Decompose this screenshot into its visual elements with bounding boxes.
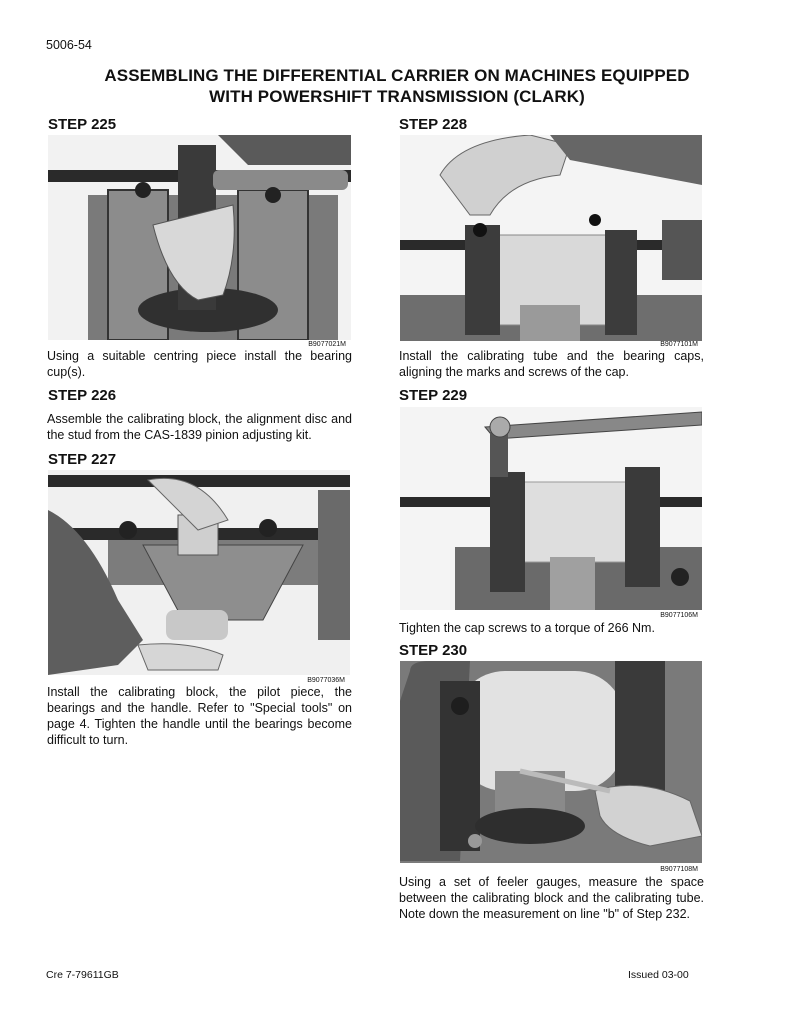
- step-226-heading: STEP 226: [48, 387, 117, 404]
- footer-document-code: Cre 7-79611GB: [46, 969, 119, 981]
- step-230-photo: [400, 661, 702, 863]
- step-229-heading: STEP 229: [399, 387, 468, 404]
- step-228-text: Install the calibrating tube and the bearing caps, aligning the marks and screws of the cap.: [399, 349, 704, 379]
- step-228-photo: [400, 135, 702, 341]
- step-230-heading: STEP 230: [399, 642, 468, 659]
- step-225-figure-code: B9077021M: [308, 341, 346, 348]
- step-225-photo: [48, 135, 351, 340]
- step-230-text: Using a set of feeler gauges, measure the space between the calibrating block and the calibrating tube. Note down the measurement on line "b" of Step 232.: [399, 875, 704, 921]
- step-227-photo: [48, 470, 350, 675]
- step-227-figure-code: B9077036M: [307, 677, 345, 684]
- step-229-figure-code: B9077106M: [660, 612, 698, 619]
- page-title-line-2: WITH POWERSHIFT TRANSMISSION (CLARK): [209, 87, 585, 106]
- step-225-text: Using a suitable centring piece install the bearing cup(s).: [47, 349, 352, 379]
- page-number: 5006-54: [46, 38, 92, 52]
- step-229-text: Tighten the cap screws to a torque of 266 Nm.: [399, 621, 655, 635]
- step-228-figure-code: B9077101M: [660, 341, 698, 348]
- step-229-photo: [400, 407, 702, 610]
- page-title-line-1: ASSEMBLING THE DIFFERENTIAL CARRIER ON MACHINES EQUIPPED: [104, 66, 690, 85]
- step-230-figure-code: B9077108M: [660, 866, 698, 873]
- step-227-heading: STEP 227: [48, 451, 117, 468]
- footer-issue-date: Issued 03-00: [628, 969, 689, 981]
- step-227-text: Install the calibrating block, the pilot piece, the bearings and the handle. Refer to "Special tools" on page 4. Tighten the handle until the bearings become difficult to turn.: [47, 685, 352, 747]
- step-225-heading: STEP 225: [48, 116, 117, 133]
- page-title: [40, 65, 754, 107]
- step-226-text: Assemble the calibrating block, the alignment disc and the stud from the CAS-1839 pinion adjusting kit.: [47, 412, 352, 442]
- step-228-heading: STEP 228: [399, 116, 468, 133]
